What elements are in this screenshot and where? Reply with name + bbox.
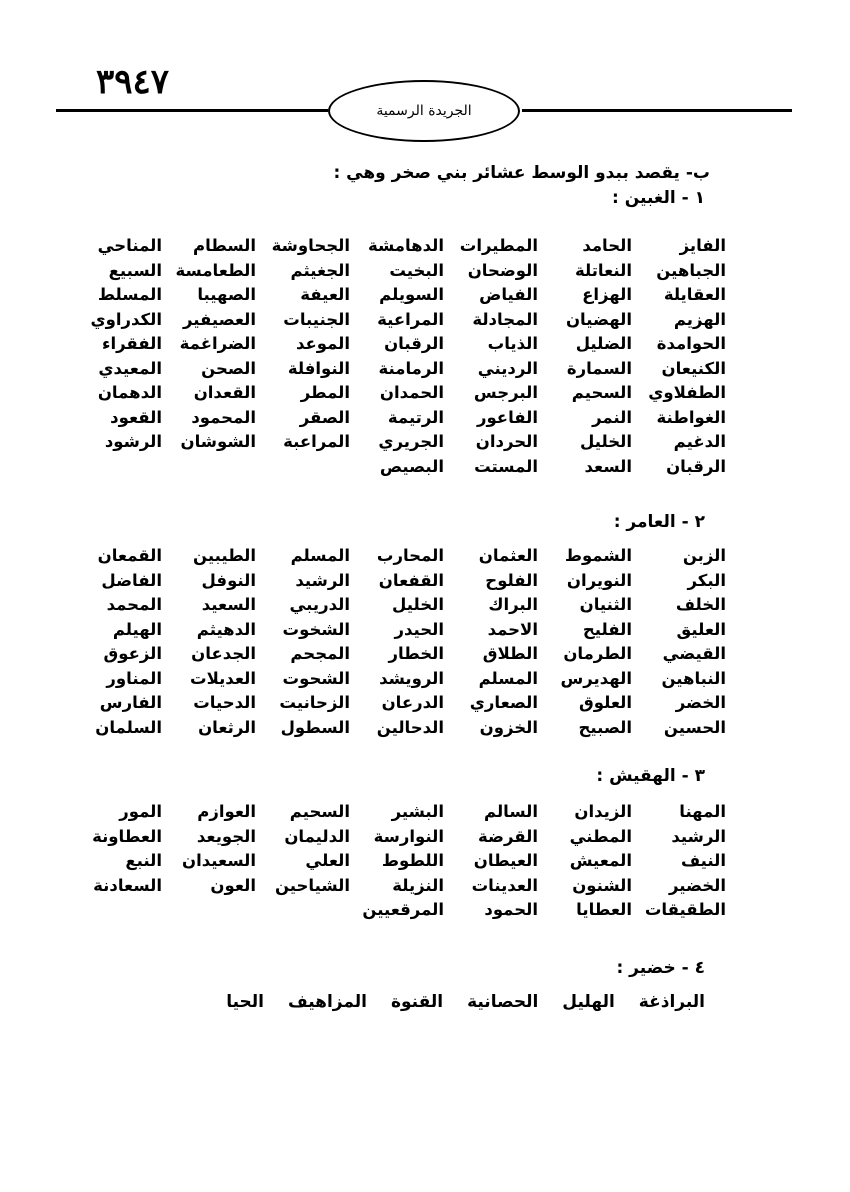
clan-name: الزيدان (574, 802, 632, 821)
clan-name: المجادلة (472, 309, 538, 329)
clan-name: المزاهيف (287, 992, 367, 1012)
clan-name: النزيلة (392, 875, 444, 895)
clan-name: الفاعور (476, 407, 538, 427)
clan-name: البشير (391, 802, 444, 821)
clan-name: الرويشد (379, 668, 444, 688)
clan-name: النويران (566, 570, 632, 590)
clan-name: السمارة (566, 358, 632, 378)
clan-name: الموعد (295, 334, 350, 353)
clan-name: البرجس (473, 383, 538, 402)
clan-name: الاحمد (487, 619, 538, 639)
clan-name: النوافلة (287, 358, 350, 378)
clan-name: الحمدان (379, 383, 444, 402)
clan-name: العدينات (471, 875, 538, 895)
clan-name: السعيد (201, 595, 256, 614)
clan-name: الشحوت (282, 668, 350, 688)
clan-name: الشنون (572, 875, 632, 895)
clan-name: الرثعان (198, 717, 256, 737)
clan-name: الشموط (564, 546, 632, 565)
clan-name: المطر (300, 383, 350, 402)
clan-name: القرضة (478, 826, 538, 846)
clan-name: المسلم (478, 668, 538, 688)
header-rule-right (522, 109, 792, 112)
clan-name: الطعامسة (175, 260, 256, 280)
clan-name: الجحاوشة (271, 236, 350, 255)
clan-name: المناور (106, 668, 162, 688)
clan-name: العثمان (478, 546, 538, 565)
clan-name: النمر (592, 407, 632, 427)
clan-name: القنوة (390, 992, 444, 1012)
clan-name: السطول (280, 717, 350, 737)
clan-name: الضليل (575, 334, 632, 353)
clan-grid-amer (68, 546, 726, 742)
section-heading-ghubain: ١ - الغبين : (612, 188, 705, 208)
clan-name: القعدان (193, 383, 256, 402)
clan-name: الثنيان (579, 595, 632, 614)
clan-name: المهنا (679, 802, 726, 821)
clan-name: الهديرس (560, 668, 632, 688)
clan-name: الرتيمة (387, 407, 444, 427)
clan-name: المراعبة (283, 432, 350, 451)
clan-name: الدهامشة (367, 236, 444, 255)
clan-name: السطام (192, 236, 256, 255)
clan-name: العقايلة (663, 285, 726, 304)
gazette-name-oval (328, 80, 520, 142)
clan-name: الفليح (582, 619, 632, 639)
clan-name: السلمان (95, 717, 162, 737)
clan-name: الذياب (487, 334, 538, 353)
clan-name: الخضر (675, 693, 726, 712)
clan-name: الجويعد (196, 826, 256, 846)
clan-name: السالم (484, 802, 538, 821)
clan-name: المطيرات (459, 236, 538, 255)
clan-name: الخليل (392, 595, 444, 614)
clan-name: الكنيعان (661, 358, 726, 378)
section-heading-hqaish: ٣ - الهقيش : (596, 766, 705, 786)
clan-name: العلوق (579, 693, 632, 712)
page-number: ٣٩٤٧ (96, 62, 170, 102)
clan-name: الهضيان (565, 309, 632, 329)
clan-name: الحوامدة (656, 334, 726, 353)
clan-name: الشخوت (282, 619, 350, 639)
clan-name: الهزيم (673, 309, 726, 329)
clan-name: السعد (584, 456, 632, 476)
clan-name: الصهيبا (197, 285, 256, 304)
clan-name: الدرعان (381, 693, 444, 712)
clan-name: الحصانية (467, 992, 539, 1012)
clan-name: الطرمان (563, 644, 632, 663)
clan-name: الجدعان (191, 644, 256, 663)
clan-name: الشياحين (274, 875, 350, 895)
clan-name: القفعان (378, 570, 444, 590)
clan-name: النبع (125, 851, 162, 870)
clan-name: الطلاق (482, 644, 538, 663)
clan-name: المحمود (191, 407, 256, 427)
header-rule-left (56, 109, 328, 112)
clan-name: الفارس (99, 693, 162, 712)
clan-name: البكر (687, 570, 726, 590)
clan-name: الزبن (682, 546, 726, 565)
clan-name: العون (210, 875, 256, 895)
clan-name: الدهيثم (196, 619, 256, 639)
clan-name: الخزون (479, 717, 538, 737)
clan-name: الجريري (378, 432, 444, 451)
clan-name: السويلم (379, 285, 444, 304)
clan-name: الدهمان (97, 383, 162, 402)
clan-name: النيف (681, 851, 726, 870)
clan-name: المسلط (97, 285, 162, 304)
clan-name: الحردان (475, 432, 538, 451)
clan-name: الرقبان (666, 456, 726, 476)
clan-name: السحيم (571, 383, 632, 402)
clan-name: الصقر (299, 407, 350, 427)
clan-name: الزحانيت (279, 693, 350, 712)
intro-line: ب- يقصد ببدو الوسط عشائر بني صخر وهي : (333, 163, 710, 183)
clan-name: الرديني (477, 358, 538, 378)
clan-name: البصيص (379, 456, 444, 476)
clan-name: المستت (474, 456, 538, 476)
clan-name: المراعية (377, 309, 444, 329)
clan-name: النوارسة (373, 826, 444, 846)
clan-name: الدحالين (376, 717, 444, 737)
clan-name: الوضحان (467, 260, 538, 280)
clan-name: النباهين (661, 668, 726, 688)
clan-name: الجباهين (656, 260, 726, 280)
clan-name: الجغيثم (290, 260, 350, 280)
clan-name: الرشيد (295, 570, 350, 590)
clan-name: الرمامنة (378, 358, 444, 378)
clan-name: النوفل (201, 570, 256, 590)
clan-name: الطيبين (193, 546, 256, 565)
clan-name: السعادنة (93, 875, 162, 895)
clan-name: المرقعيين (362, 900, 444, 919)
clan-name: الرقبان (384, 334, 444, 353)
clan-name: العطاونة (92, 826, 162, 846)
clan-name: العديلات (190, 668, 256, 688)
clan-name: العوازم (197, 802, 256, 821)
clan-name: المناحي (97, 236, 162, 255)
clan-name: الصعاري (469, 693, 538, 712)
clan-name: الكدراوي (90, 309, 162, 329)
clan-name: المحارب (376, 546, 444, 565)
clan-name: المسلم (290, 546, 350, 565)
clan-name: الرشيد (671, 826, 726, 846)
clan-name: الحمود (484, 900, 538, 919)
clan-name: الحيدر (394, 619, 444, 639)
clan-name: الرشود (104, 432, 162, 451)
clan-list-khudair (202, 992, 705, 1012)
section-heading-khudair: ٤ - خضير : (616, 958, 705, 978)
clan-name: الدحيات (193, 693, 256, 712)
clan-name: العصيفير (182, 309, 256, 329)
clan-name: السبيع (108, 260, 162, 280)
clan-name: المجحم (290, 644, 350, 663)
clan-name: العطايا (576, 900, 632, 919)
clan-name: البراك (488, 595, 538, 614)
clan-name: القعود (110, 407, 162, 427)
clan-name: الهليل (562, 992, 615, 1012)
clan-name: المحمد (106, 595, 162, 614)
clan-name: البراذغة (638, 992, 705, 1012)
clan-name: الشوشان (180, 432, 256, 451)
clan-name: المعيش (569, 851, 632, 870)
clan-name: البخيت (389, 260, 444, 280)
clan-name: الفاضل (101, 570, 162, 590)
clan-name: السعيدان (182, 851, 256, 870)
clan-name: الحيا (226, 992, 264, 1012)
clan-name: الحامد (582, 236, 632, 255)
clan-name: الغواطنة (656, 407, 726, 427)
clan-name: النعاتلة (574, 260, 632, 280)
clan-name: الزعوق (103, 644, 162, 663)
clan-name: القيضي (662, 644, 726, 663)
clan-name: السحيم (289, 802, 350, 821)
clan-name: العيفة (300, 285, 350, 304)
clan-name: الفقراء (102, 334, 162, 353)
section-heading-amer: ٢ - العامر : (613, 512, 705, 532)
clan-name: المعيدي (98, 358, 162, 378)
clan-name: اللطوط (381, 851, 444, 870)
clan-name: الطفلاوي (648, 383, 726, 402)
clan-grid-hqaish (68, 802, 726, 925)
clan-name: الخضير (668, 875, 726, 895)
clan-name: الخطار (388, 644, 444, 663)
clan-name: المور (119, 802, 162, 821)
clan-name: الضراغمة (179, 334, 256, 353)
clan-name: العيطان (473, 851, 538, 870)
clan-name: الفياض (479, 285, 538, 304)
clan-name: القمعان (97, 546, 162, 565)
clan-name: العليق (676, 619, 726, 639)
clan-name: الجنيبات (283, 309, 350, 329)
clan-name: الهزاع (582, 285, 632, 304)
clan-name: الدغيم (673, 432, 726, 451)
clan-name: الفلوح (485, 570, 538, 590)
clan-name: الدليمان (284, 826, 350, 846)
clan-name: الدريبي (289, 595, 350, 614)
clan-name: الطقيقات (644, 900, 726, 919)
clan-name: الفايز (679, 236, 726, 255)
clan-name: العلي (305, 851, 350, 870)
clan-name: الهيلم (112, 619, 162, 639)
clan-name: الصحن (201, 358, 256, 378)
clan-name: الخليل (580, 432, 632, 451)
clan-name: المطني (569, 826, 632, 846)
gazette-name: الجريدة الرسمية (376, 103, 472, 119)
clan-name: الحسين (663, 717, 726, 737)
clan-name: الصبيح (578, 717, 632, 737)
clan-name: الخلف (675, 595, 726, 614)
clan-grid-ghubain (68, 236, 726, 481)
